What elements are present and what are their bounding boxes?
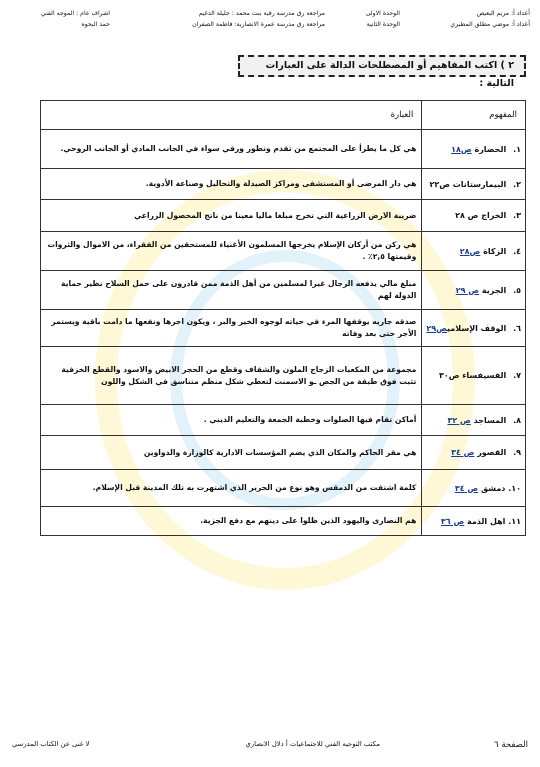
table-row [41, 169, 526, 200]
table-row [41, 436, 526, 470]
table-row [41, 507, 526, 536]
row-number: ٥. [513, 285, 521, 295]
document-header [10, 8, 530, 36]
table-row [41, 271, 526, 310]
page-number: الصفحة ٦ [494, 740, 528, 750]
row-number: ٦. [513, 323, 521, 333]
phrase-cell: مبلغ مالي يدفعه الرجال غيرا لمسلمين من أهل الذمة ممن قادرون على حمل السلاح نظير حماية الدولة لهم [41, 271, 422, 310]
concept-term: اهل الذمة [467, 516, 506, 526]
concept-cell [422, 200, 526, 232]
concept-cell [422, 507, 526, 536]
row-number: ١١. [508, 516, 521, 526]
page-ref: ص ٣٦ [440, 516, 465, 526]
concept-cell [422, 347, 526, 405]
row-number: ٩. [513, 448, 521, 457]
row-number: ٨. [513, 415, 521, 425]
phrase-cell: هي دار المرضى أو المستشفى ومراكز الصيدلة والتحاليل وصناعة الأدوية. [41, 169, 422, 200]
concept-cell [422, 130, 526, 169]
row-number: ٧. [513, 371, 521, 380]
page-ref: ص٣٠ [438, 371, 460, 380]
table-row [41, 405, 526, 436]
phrase-cell: ضريبة الارض الزراعية التي تخرج مبلغا ماليا معينا من ناتج المحصول الزراعي [41, 200, 422, 232]
phrase-cell: هي كل ما يطرأ على المجتمع من تقدم وتطور ورقي سواء في الجانب المادي أو الجانب الروحي. [41, 130, 422, 169]
header-unit-2: الوحدة الثانية [366, 21, 400, 28]
concept-term: الزكاة [483, 246, 507, 256]
concept-term: القصور [477, 448, 507, 457]
footer-office: مكتب التوجيه الفني للاجتماعيات أ دلال الانصاري [245, 740, 380, 748]
row-number: ٤. [513, 246, 521, 256]
header-supervisor-name: حمد البحوه [81, 21, 110, 28]
row-number: ١. [513, 144, 521, 154]
page-ref: ص١٨ [451, 144, 472, 154]
phrase-cell: صدقه جاريه يوقفها المرء في حياته لوجوه الخير والبر ، ويكون اجرها ونفعها ما دامت باقية ويستمر الأجر حتى بعد وفاته [41, 310, 422, 347]
concept-term: الفسيفساء [462, 371, 507, 380]
page-ref: ص ٣٢ [447, 415, 471, 425]
table-row [41, 200, 526, 232]
table-row [41, 130, 526, 169]
concept-cell [422, 470, 526, 507]
header-authors [450, 8, 530, 30]
phrase-cell: مجموعة من المكعبات الزجاج الملون والشفاف وقطع من الحجر الابيض والاسود والقطع الخزفية تثبت فوق طبقة من الجص ـو الاسمنت لتعطي شكل منظم متناسق في الشكل واللون [41, 347, 422, 405]
concept-term: الجزية [481, 285, 507, 295]
phrase-cell: هي مقر الحاكم والمكان الذي يضم المؤسسات الادارية كالوزارة والدواوين [41, 436, 422, 470]
concept-term: دمشق [480, 483, 506, 493]
header-reviewer-2: مراجعة رق مدرسة عمرة الانصارية: فاطمة الصفران [192, 21, 325, 28]
concept-term: الحضارة [474, 144, 507, 154]
page-ref: ص ٢٩ [455, 285, 480, 295]
header-author-1: أعداد أ: مريم البعيص [476, 10, 530, 17]
page-ref: ص ٢٨ [455, 211, 479, 220]
phrase-cell: كلمة اشتقت من الدمقس وهو نوع من الحرير الذي اشتهرت به تلك المدينة قبل الإسلام. [41, 470, 422, 507]
phrase-cell: أماكن تقام فيها الصلوات وخطبة الجمعة والتعليم الديني . [41, 405, 422, 436]
concept-term: الوقف الإسلامي [447, 323, 507, 333]
table-row [41, 347, 526, 405]
concept-term: البيمارستانات ص٢٢ [429, 179, 507, 189]
concept-cell [422, 405, 526, 436]
document-footer [12, 740, 528, 756]
header-reviewer-1: مراجعة رق مدرسة رقية بنت محمد : جليلة الدغيم [198, 10, 325, 17]
phrase-cell: هي ركن من أركان الإسلام يخرجها المسلمون الأغنياء للمستحقين من الفقراء، من الاموال والثروات وقيمتها ٢,٥٪ . [41, 232, 422, 271]
row-number: ٣. [513, 211, 521, 220]
header-phrase: العبارة [41, 101, 422, 130]
concept-cell [422, 436, 526, 470]
concept-cell [422, 271, 526, 310]
concepts-table [40, 100, 526, 536]
page-ref: ص ٣٤ [451, 448, 475, 457]
header-units [366, 8, 400, 30]
concept-term: المساجد [473, 415, 507, 425]
row-number: ٢. [513, 179, 521, 189]
header-author-2: أعداد أ: موضي مطلق المطيري [450, 21, 530, 28]
table-row [41, 310, 526, 347]
header-unit-1: الوحدة الاولى [365, 10, 400, 17]
header-reviewers [192, 8, 325, 30]
concept-cell [422, 310, 526, 347]
table-row [41, 470, 526, 507]
header-concept: المفهوم [422, 101, 526, 130]
page-ref: ص٢٨ [459, 246, 481, 256]
page-ref: ص ٣٤ [454, 483, 479, 493]
header-supervision [41, 8, 110, 30]
phrase-cell: هم النصارى واليهود الذين ظلوا على دينهم مع دفع الجزية. [41, 507, 422, 536]
table-row [41, 232, 526, 271]
header-supervisor-title: اشراف عام : الموجه الفني [40, 10, 110, 17]
page-ref: ص٢٩ [426, 323, 448, 333]
question-title: ٢ ) اكتب المفاهيم أو المصطلحات الدالة على العبارات التالية : [238, 55, 526, 77]
concept-cell [422, 169, 526, 200]
concept-term: الخراج [481, 211, 507, 220]
concept-cell [422, 232, 526, 271]
row-number: ١٠. [508, 483, 521, 493]
footer-note: لا غنى عن الكتاب المدرسي [12, 740, 90, 748]
